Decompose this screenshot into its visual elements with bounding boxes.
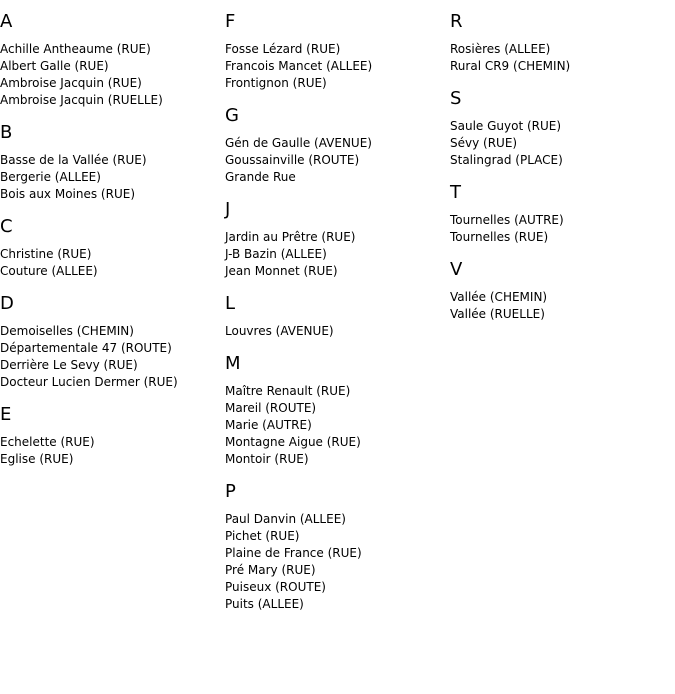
street-link[interactable]: Francois Mancet (ALLEE) — [225, 59, 373, 73]
letter-group — [0, 293, 225, 391]
street-list — [0, 246, 225, 280]
street-link[interactable]: Tournelles (AUTRE) — [450, 213, 564, 227]
index-column — [225, 11, 450, 626]
letter-group — [225, 105, 450, 186]
street-link[interactable]: Jardin au Prêtre (RUE) — [225, 230, 356, 244]
street-link[interactable]: Montoir (RUE) — [225, 452, 309, 466]
street-link[interactable]: Puiseux (ROUTE) — [225, 580, 326, 594]
street-link[interactable]: Basse de la Vallée (RUE) — [0, 153, 147, 167]
letter-group — [0, 404, 225, 468]
letter-group — [0, 216, 225, 280]
letter-heading: M — [225, 353, 241, 374]
street-link[interactable]: Pichet (RUE) — [225, 529, 300, 543]
street-link[interactable]: Bergerie (ALLEE) — [0, 170, 101, 184]
letter-heading: P — [225, 481, 236, 502]
letter-heading: C — [0, 216, 13, 237]
letter-group — [225, 11, 450, 92]
street-list — [450, 41, 675, 75]
street-link[interactable]: Départementale 47 (ROUTE) — [0, 341, 172, 355]
street-list — [450, 118, 675, 169]
street-list — [0, 152, 225, 203]
letter-heading: S — [450, 88, 462, 109]
street-link[interactable]: Puits (ALLEE) — [225, 597, 304, 611]
letter-group — [450, 88, 675, 169]
letter-group — [0, 11, 225, 109]
letter-group — [450, 11, 675, 75]
street-link[interactable]: Montagne Aigue (RUE) — [225, 435, 361, 449]
street-link[interactable]: Tournelles (RUE) — [450, 230, 549, 244]
letter-heading: F — [225, 11, 236, 32]
street-link[interactable]: Frontignon (RUE) — [225, 76, 327, 90]
letter-group — [450, 182, 675, 246]
index-column — [0, 11, 225, 481]
street-list — [0, 434, 225, 468]
letter-heading: E — [0, 404, 12, 425]
street-link[interactable]: Derrière Le Sevy (RUE) — [0, 358, 138, 372]
street-link[interactable]: Jean Monnet (RUE) — [225, 264, 338, 278]
street-link[interactable]: Maître Renault (RUE) — [225, 384, 351, 398]
street-link[interactable]: Stalingrad (PLACE) — [450, 153, 563, 167]
street-list — [225, 229, 450, 280]
letter-heading: R — [450, 11, 463, 32]
index-column — [450, 11, 675, 336]
street-link[interactable]: Goussainville (ROUTE) — [225, 153, 360, 167]
street-link[interactable]: Echelette (RUE) — [0, 435, 95, 449]
street-link[interactable]: Vallée (CHEMIN) — [450, 290, 548, 304]
street-link[interactable]: Louvres (AVENUE) — [225, 324, 334, 338]
street-link[interactable]: Saule Guyot (RUE) — [450, 119, 562, 133]
street-list — [450, 289, 675, 323]
street-link[interactable]: Demoiselles (CHEMIN) — [0, 324, 134, 338]
letter-group — [225, 199, 450, 280]
street-link[interactable]: Grande Rue — [225, 170, 296, 184]
letter-heading: B — [0, 122, 13, 143]
letter-heading: A — [0, 11, 13, 32]
street-index — [0, 11, 675, 694]
street-link[interactable]: J-B Bazin (ALLEE) — [225, 247, 327, 261]
letter-group — [450, 259, 675, 323]
street-link[interactable]: Albert Galle (RUE) — [0, 59, 109, 73]
letter-heading: V — [450, 259, 463, 280]
letter-group — [225, 353, 450, 468]
street-link[interactable]: Vallée (RUELLE) — [450, 307, 545, 321]
street-link[interactable]: Bois aux Moines (RUE) — [0, 187, 135, 201]
street-link[interactable]: Mareil (ROUTE) — [225, 401, 317, 415]
street-link[interactable]: Rosières (ALLEE) — [450, 42, 551, 56]
street-link[interactable]: Gén de Gaulle (AVENUE) — [225, 136, 372, 150]
street-link[interactable]: Paul Danvin (ALLEE) — [225, 512, 346, 526]
street-link[interactable]: Pré Mary (RUE) — [225, 563, 316, 577]
street-link[interactable]: Achille Antheaume (RUE) — [0, 42, 151, 56]
letter-heading: J — [225, 199, 231, 220]
letter-group — [0, 122, 225, 203]
street-list — [0, 41, 225, 109]
letter-heading: T — [450, 182, 461, 203]
street-list — [0, 323, 225, 391]
letter-heading: G — [225, 105, 239, 126]
street-link[interactable]: Eglise (RUE) — [0, 452, 74, 466]
street-link[interactable]: Ambroise Jacquin (RUE) — [0, 76, 142, 90]
letter-group — [225, 481, 450, 613]
street-list — [225, 511, 450, 613]
letter-group — [225, 293, 450, 340]
street-list — [225, 323, 450, 340]
street-link[interactable]: Marie (AUTRE) — [225, 418, 312, 432]
street-link[interactable]: Christine (RUE) — [0, 247, 92, 261]
street-list — [225, 41, 450, 92]
letter-heading: D — [0, 293, 14, 314]
street-list — [450, 212, 675, 246]
street-link[interactable]: Docteur Lucien Dermer (RUE) — [0, 375, 178, 389]
street-link[interactable]: Fosse Lézard (RUE) — [225, 42, 341, 56]
street-link[interactable]: Couture (ALLEE) — [0, 264, 98, 278]
street-link[interactable]: Rural CR9 (CHEMIN) — [450, 59, 571, 73]
street-link[interactable]: Sévy (RUE) — [450, 136, 518, 150]
street-list — [225, 135, 450, 186]
letter-heading: L — [225, 293, 236, 314]
street-link[interactable]: Ambroise Jacquin (RUELLE) — [0, 93, 163, 107]
street-link[interactable]: Plaine de France (RUE) — [225, 546, 362, 560]
street-list — [225, 383, 450, 468]
